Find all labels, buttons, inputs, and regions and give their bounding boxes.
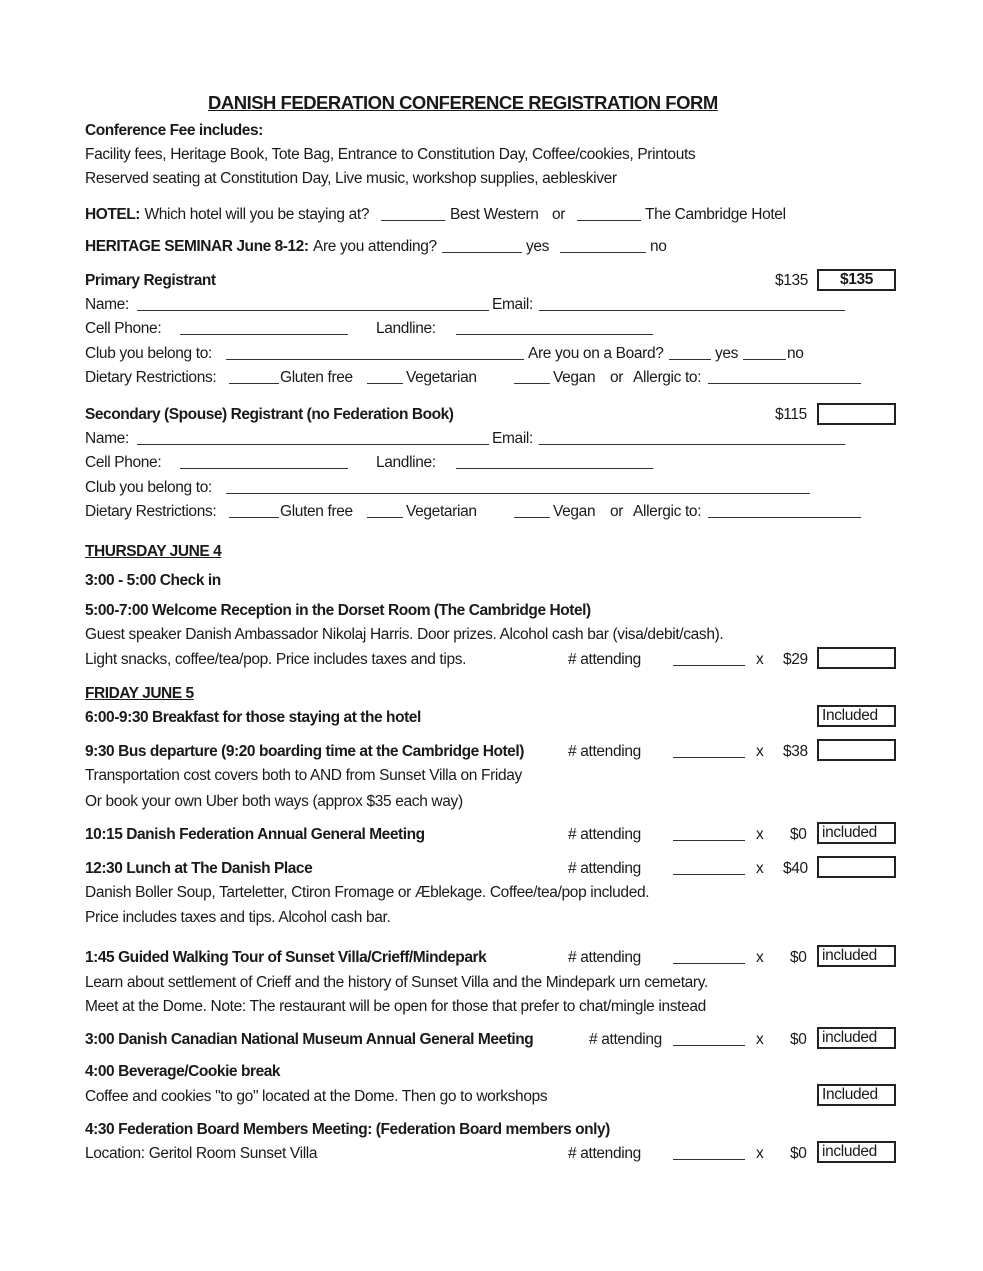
reception-title: 5:00-7:00 Welcome Reception in the Dorset Room (The Cambridge Hotel) xyxy=(85,602,591,619)
board-meeting-times: x xyxy=(756,1145,764,1162)
seminar-no: no xyxy=(650,238,667,255)
primary-gluten: Gluten free xyxy=(280,369,353,386)
reception-price: $29 xyxy=(783,651,808,668)
museum-attending-label: # attending xyxy=(589,1031,662,1048)
tour-price: $0 xyxy=(790,949,807,966)
reception-desc-1: Guest speaker Danish Ambassador Nikolaj Harris. Door prizes. Alcohol cash bar (visa/debit/cash). xyxy=(85,626,724,643)
agm-times: x xyxy=(756,826,764,843)
board-meeting-title: 4:30 Federation Board Members Meeting: (Federation Board members only) xyxy=(85,1121,610,1138)
reception-desc-2: Light snacks, coffee/tea/pop. Price includes taxes and tips. xyxy=(85,651,467,668)
primary-landline-field[interactable] xyxy=(456,334,653,335)
secondary-club-field[interactable] xyxy=(226,493,810,494)
secondary-name-field[interactable] xyxy=(137,444,489,445)
secondary-email-field[interactable] xyxy=(539,444,845,445)
primary-club-field[interactable] xyxy=(226,359,524,360)
break-title: 4:00 Beverage/Cookie break xyxy=(85,1063,281,1080)
thursday-heading: THURSDAY JUNE 4 xyxy=(85,543,222,560)
seminar-row xyxy=(85,239,437,255)
fee-includes-line-2: Reserved seating at Constitution Day, Live music, workshop supplies, aebleskiver xyxy=(85,170,617,187)
bus-price: $38 xyxy=(783,743,808,760)
primary-gluten-blank[interactable] xyxy=(229,383,279,384)
seminar-no-blank[interactable] xyxy=(560,252,646,253)
secondary-gluten-blank[interactable] xyxy=(229,517,279,518)
bus-total-box[interactable] xyxy=(817,739,896,761)
breakfast-title: 6:00-9:30 Breakfast for those staying at the hotel xyxy=(85,709,421,726)
reception-total-box[interactable] xyxy=(817,647,896,669)
primary-cell-label: Cell Phone: xyxy=(85,320,162,337)
primary-allergic-label: Allergic to: xyxy=(633,369,702,386)
tour-attending-label: # attending xyxy=(568,949,641,966)
primary-board-label: Are you on a Board? xyxy=(528,345,664,362)
seminar-question: Are you attending? xyxy=(313,238,437,255)
seminar-yes-blank[interactable] xyxy=(442,252,522,253)
secondary-name-label: Name: xyxy=(85,430,129,447)
lunch-title: 12:30 Lunch at The Danish Place xyxy=(85,860,313,877)
hotel-option-cambridge: The Cambridge Hotel xyxy=(645,206,786,223)
agm-attending-label: # attending xyxy=(568,826,641,843)
tour-attending-field[interactable] xyxy=(673,963,745,964)
bus-desc-1: Transportation cost covers both to AND from Sunset Villa on Friday xyxy=(85,767,522,784)
bus-attending-label: # attending xyxy=(568,743,641,760)
tour-desc-1: Learn about settlement of Crieff and the history of Sunset Villa and the Mindepark urn cemetary. xyxy=(85,974,708,991)
primary-board-no-blank[interactable] xyxy=(743,359,786,360)
agm-price: $0 xyxy=(790,826,807,843)
breakfast-total-box[interactable]: Included xyxy=(817,705,896,727)
form-title: DANISH FEDERATION CONFERENCE REGISTRATION FORM xyxy=(208,92,718,113)
secondary-email-label: Email: xyxy=(492,430,533,447)
seminar-yes: yes xyxy=(526,238,550,255)
bus-times: x xyxy=(756,743,764,760)
board-meeting-total-box[interactable]: included xyxy=(817,1141,896,1163)
hotel-option-best-western: Best Western xyxy=(450,206,539,223)
primary-allergic-field[interactable] xyxy=(708,383,861,384)
secondary-total-box[interactable] xyxy=(817,403,896,425)
tour-times: x xyxy=(756,949,764,966)
primary-price: $135 xyxy=(775,272,809,289)
secondary-diet-label: Dietary Restrictions: xyxy=(85,503,217,520)
primary-vegan-blank[interactable] xyxy=(514,383,550,384)
fee-includes-heading: Conference Fee includes: xyxy=(85,122,263,139)
secondary-diet-or: or xyxy=(610,503,624,520)
secondary-price: $115 xyxy=(775,406,807,423)
museum-total-box[interactable]: included xyxy=(817,1027,896,1049)
secondary-allergic-field[interactable] xyxy=(708,517,861,518)
hotel-cambridge-blank[interactable] xyxy=(577,220,641,221)
primary-diet-label: Dietary Restrictions: xyxy=(85,369,217,386)
museum-times: x xyxy=(756,1031,764,1048)
hotel-row xyxy=(85,207,369,223)
bus-title: 9:30 Bus departure (9:20 boarding time at the Cambridge Hotel) xyxy=(85,743,524,760)
primary-cell-field[interactable] xyxy=(180,334,348,335)
primary-name-label: Name: xyxy=(85,296,129,313)
hotel-label: HOTEL: xyxy=(85,206,140,223)
secondary-gluten: Gluten free xyxy=(280,503,353,520)
museum-attending-field[interactable] xyxy=(673,1045,745,1046)
primary-email-label: Email: xyxy=(492,296,533,313)
agm-title: 10:15 Danish Federation Annual General Meeting xyxy=(85,826,425,843)
lunch-desc-2: Price includes taxes and tips. Alcohol cash bar. xyxy=(85,909,391,926)
board-meeting-desc-1: Location: Geritol Room Sunset Villa xyxy=(85,1145,318,1162)
primary-email-field[interactable] xyxy=(539,310,845,311)
primary-board-yes: yes xyxy=(715,345,739,362)
bus-desc-2: Or book your own Uber both ways (approx $35 each way) xyxy=(85,793,463,810)
secondary-vegan: Vegan xyxy=(553,503,596,520)
lunch-times: x xyxy=(756,860,764,877)
secondary-allergic-label: Allergic to: xyxy=(633,503,702,520)
hotel-or: or xyxy=(552,206,566,223)
primary-board-no: no xyxy=(787,345,804,362)
secondary-vegan-blank[interactable] xyxy=(514,517,550,518)
primary-board-yes-blank[interactable] xyxy=(669,359,711,360)
seminar-label: HERITAGE SEMINAR June 8-12: xyxy=(85,238,309,255)
secondary-landline-label: Landline: xyxy=(376,454,436,471)
primary-club-label: Club you belong to: xyxy=(85,345,212,362)
lunch-attending-label: # attending xyxy=(568,860,641,877)
reception-attending-label: # attending xyxy=(568,651,641,668)
bus-attending-field[interactable] xyxy=(673,757,745,758)
museum-price: $0 xyxy=(790,1031,807,1048)
primary-diet-or: or xyxy=(610,369,624,386)
agm-total-box[interactable]: included xyxy=(817,822,896,844)
primary-total-box[interactable]: $135 xyxy=(817,269,896,291)
museum-title: 3:00 Danish Canadian National Museum Annual General Meeting xyxy=(85,1031,534,1048)
reception-attending-field[interactable] xyxy=(673,665,745,666)
friday-heading: FRIDAY JUNE 5 xyxy=(85,685,194,702)
primary-vegan: Vegan xyxy=(553,369,596,386)
secondary-vegetarian: Vegetarian xyxy=(406,503,477,520)
hotel-best-western-blank[interactable] xyxy=(381,220,445,221)
board-meeting-attending-label: # attending xyxy=(568,1145,641,1162)
tour-total-box[interactable]: included xyxy=(817,945,896,967)
secondary-cell-field[interactable] xyxy=(180,468,348,469)
lunch-desc-1: Danish Boller Soup, Tarteletter, Ctiron Fromage or Æblekage. Coffee/tea/pop included. xyxy=(85,884,650,901)
secondary-cell-label: Cell Phone: xyxy=(85,454,162,471)
board-meeting-price: $0 xyxy=(790,1145,807,1162)
secondary-heading: Secondary (Spouse) Registrant (no Federation Book) xyxy=(85,406,454,423)
agm-attending-field[interactable] xyxy=(673,840,745,841)
break-total-box[interactable]: Included xyxy=(817,1084,896,1106)
primary-vegetarian-blank[interactable] xyxy=(367,383,403,384)
primary-landline-label: Landline: xyxy=(376,320,436,337)
board-meeting-attending-field[interactable] xyxy=(673,1159,745,1160)
lunch-total-box[interactable] xyxy=(817,856,896,878)
secondary-landline-field[interactable] xyxy=(456,468,653,469)
lunch-price: $40 xyxy=(783,860,808,877)
secondary-vegetarian-blank[interactable] xyxy=(367,517,403,518)
primary-vegetarian: Vegetarian xyxy=(406,369,477,386)
lunch-attending-field[interactable] xyxy=(673,874,745,875)
reception-times: x xyxy=(756,651,764,668)
primary-name-field[interactable] xyxy=(137,310,489,311)
tour-desc-2: Meet at the Dome. Note: The restaurant will be open for those that prefer to chat/mingle instead xyxy=(85,998,706,1015)
tour-title: 1:45 Guided Walking Tour of Sunset Villa/Crieff/Mindepark xyxy=(85,949,487,966)
thursday-checkin: 3:00 - 5:00 Check in xyxy=(85,572,221,589)
primary-heading: Primary Registrant xyxy=(85,272,216,289)
fee-includes-line-1: Facility fees, Heritage Book, Tote Bag, Entrance to Constitution Day, Coffee/cookies, Printouts xyxy=(85,146,696,163)
hotel-question: Which hotel will you be staying at? xyxy=(144,206,370,223)
secondary-club-label: Club you belong to: xyxy=(85,479,212,496)
break-desc-1: Coffee and cookies "to go" located at the Dome. Then go to workshops xyxy=(85,1088,548,1105)
